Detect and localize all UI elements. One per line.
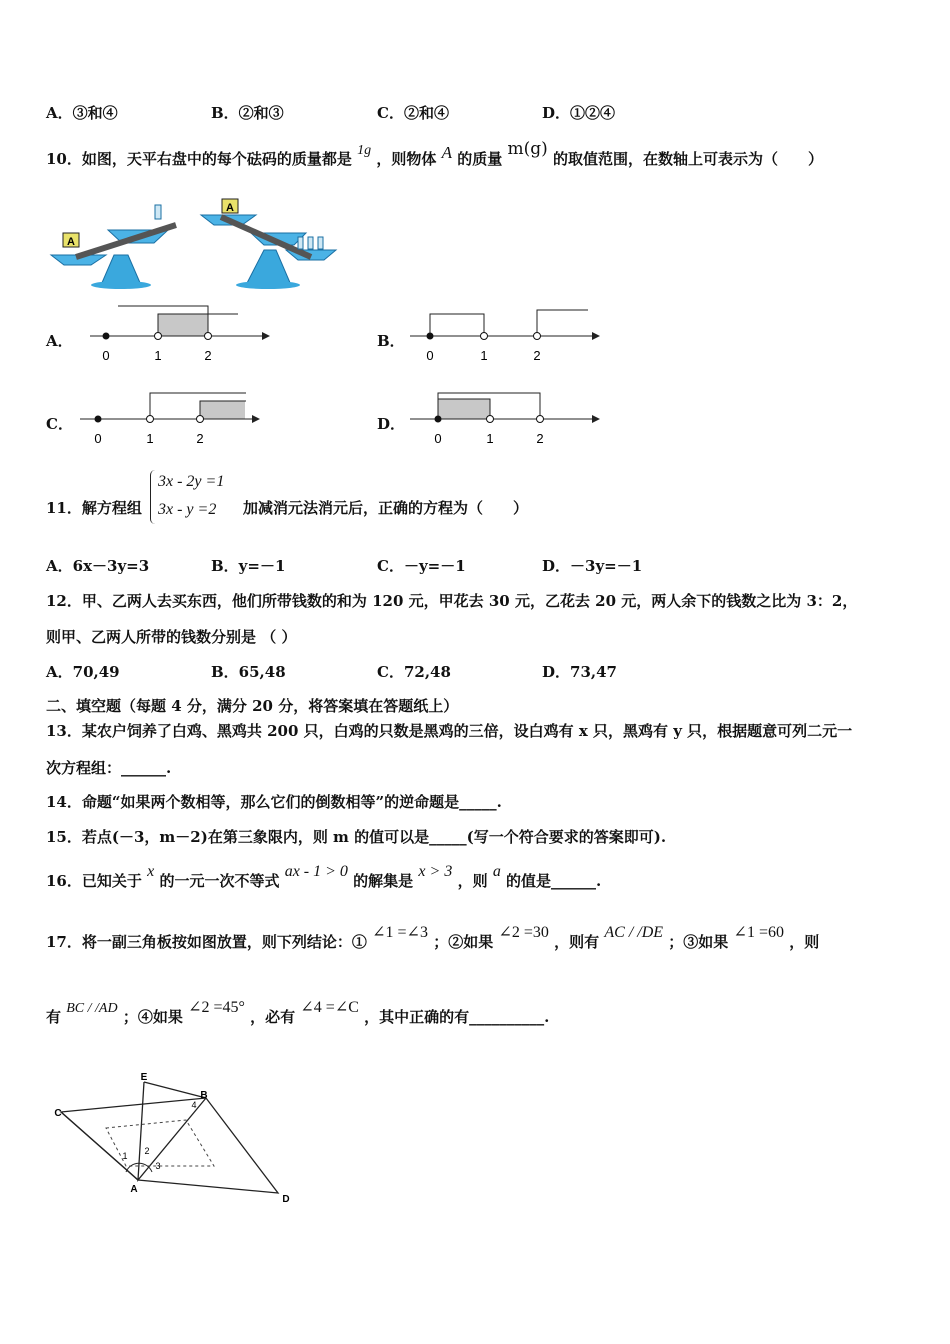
q10-option-b-label: B． [377, 332, 405, 350]
q11-option-a: A．6x－3y=3 [46, 557, 150, 575]
q16: 16．已知关于 x 的一元一次不等式 ax - 1 > 0 的解集是 x > 3 ，则 a 的值是______. [46, 863, 602, 890]
tick-0: 0 [434, 431, 442, 446]
balance-scales-figure [46, 195, 346, 290]
q9-option-b: B．②和③ [211, 104, 284, 122]
q10-stem: 10．如图，天平右盘中的每个砝码的质量都是 1g ，则物体 A 的质量 m(g) 的取值范围，在数轴上可表示为（ ） [46, 139, 824, 168]
q10-option-a-label: A． [46, 332, 73, 350]
triangle-plates-figure [46, 1068, 306, 1213]
q10-option-c-numberline [80, 385, 270, 455]
tick-2: 2 [536, 431, 544, 446]
q11-option-c: C．－y=－1 [377, 557, 466, 575]
tick-0: 0 [426, 348, 434, 363]
q11-option-d: D．－3y=－1 [542, 557, 643, 575]
q11-eq2: 3x - y =2 [158, 501, 217, 518]
q9-option-d: D．①②④ [542, 104, 616, 122]
label-a: A [130, 1184, 138, 1195]
label-b: B [200, 1090, 208, 1101]
q11-prefix: 11．解方程组 [46, 499, 142, 517]
q10-option-d-numberline [410, 385, 610, 455]
q12-line2: 则甲、乙两人所带的钱数分别是 （ ） [46, 628, 297, 646]
right-box-label: A [226, 202, 234, 214]
left-balance [51, 205, 176, 289]
q12-option-a: A．70,49 [46, 663, 120, 681]
angle-3-label: 3 [155, 1161, 161, 1171]
q10-option-d-label: D． [377, 415, 406, 433]
label-e: E [140, 1072, 148, 1083]
q13-line2: 次方程组：______. [46, 759, 172, 777]
q12-option-c: C．72,48 [377, 663, 451, 681]
q11-suffix: 加减消元法消元后，正确的方程为（ ） [243, 499, 529, 517]
left-box-label: A [67, 236, 75, 248]
q10-option-a-numberline [90, 300, 280, 370]
q9-option-a: A．③和④ [46, 104, 118, 122]
q10-option-c-label: C． [46, 415, 73, 433]
tick-1: 1 [486, 431, 494, 446]
q10-option-b-numberline [410, 300, 610, 370]
angle-1-label: 1 [122, 1151, 128, 1161]
label-c: C [54, 1108, 62, 1119]
q11-eq1: 3x - 2y =1 [158, 473, 225, 490]
tick-0: 0 [102, 348, 110, 363]
q13-line1: 13．某农户饲养了白鸡、黑鸡共 200 只，白鸡的只数是黑鸡的三倍，设白鸡有 x 只，黑鸡有 y 只，根据题意可列二元一 [46, 722, 853, 740]
section2-heading: 二、填空题（每题 4 分，满分 20 分，将答案填在答题纸上） [46, 697, 459, 715]
right-balance [201, 199, 336, 289]
q12-option-d: D．73,47 [542, 663, 617, 681]
tick-2: 2 [196, 431, 204, 446]
brace [150, 470, 155, 524]
q15: 15．若点(－3，m－2)在第三象限内，则 m 的值可以是_____(写一个符合要求的答案即可). [46, 828, 667, 846]
angle-2-label: 2 [144, 1146, 150, 1156]
tick-1: 1 [154, 348, 162, 363]
tick-0: 0 [94, 431, 102, 446]
q9-option-c: C．②和④ [377, 104, 449, 122]
label-d: D [282, 1194, 290, 1205]
tick-1: 1 [146, 431, 154, 446]
angle-4-label: 4 [191, 1100, 197, 1110]
q12-option-b: B．65,48 [211, 663, 286, 681]
tick-2: 2 [533, 348, 541, 363]
tick-1: 1 [480, 348, 488, 363]
q17-line2: 有 BC / /AD ；④如果 ∠2 =45° ，必有 ∠4 =∠C ，其中正确的有__________. [46, 999, 550, 1026]
q12-line1: 12．甲、乙两人去买东西，他们所带钱数的和为 120 元，甲花去 30 元，乙花去 20 元，两人余下的钱数之比为 3：2， [46, 592, 858, 610]
q17-line1: 17．将一副三角板按如图放置，则下列结论：① ∠1 =∠3 ；②如果 ∠2 =30 ，则有 AC / /DE ；③如果 ∠1 =60 ，则 [46, 924, 820, 951]
tick-2: 2 [204, 348, 212, 363]
q14: 14．命题“如果两个数相等，那么它们的倒数相等”的逆命题是_____. [46, 793, 502, 811]
q11-option-b: B．y=－1 [211, 557, 286, 575]
